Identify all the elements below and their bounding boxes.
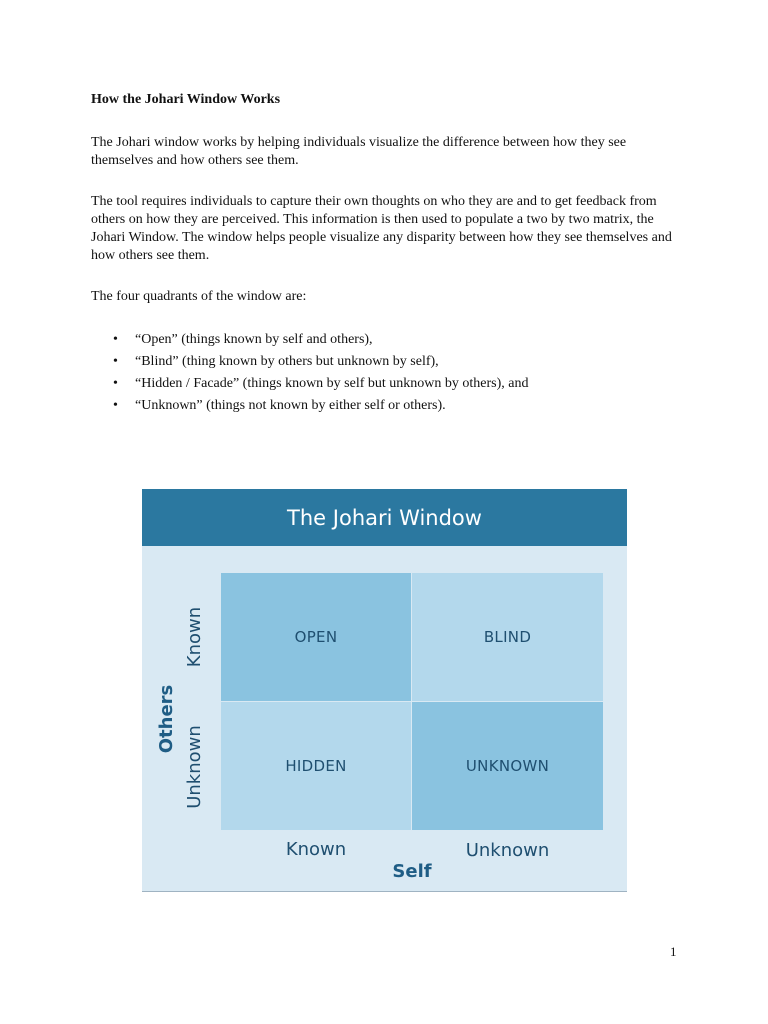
list-item [91,329,528,351]
bullet-icon: • [113,398,118,413]
x-axis-known-label: Known [285,839,347,860]
section-heading: How the Johari Window Works [91,92,281,107]
quadrant-list [91,329,528,417]
list-item [91,373,528,395]
list-item-text: “Unknown” (things not known by either self or others). [135,398,446,413]
quadrant-open: OPEN [221,573,411,701]
list-item-text: “Hidden / Facade” (things known by self but unknown by others), and [135,376,529,391]
figure-title: The Johari Window [142,489,627,546]
bullet-icon: • [113,354,118,369]
list-item-text: “Open” (things known by self and others), [135,332,373,347]
bullet-icon: • [113,332,118,347]
bullet-icon: • [113,376,118,391]
johari-window-figure [142,489,627,892]
quadrant-blind: BLIND [412,573,603,701]
x-axis-title: Self [392,861,432,882]
quadrant-unknown: UNKNOWN [412,702,603,830]
paragraph-intro: The Johari window works by helping individuals visualize the difference between how they see themselves and how others see them. [91,135,627,168]
page-number: 1 [670,944,677,959]
list-item [91,351,528,373]
list-item [91,395,528,417]
y-axis-title: Others [156,684,177,754]
list-item-text: “Blind” (thing known by others but unknown by self), [135,354,439,369]
paragraph-tool: The tool requires individuals to capture their own thoughts on who they are and to get feedback from others on how they are perceived. This information is then used to populate a two by two matrix, the Johari Window. The window helps people visualize any disparity between how they see themselves and how others see them. [91,194,672,263]
quadrant-hidden: HIDDEN [221,702,411,830]
paragraph-quadrants: The four quadrants of the window are: [91,289,307,304]
x-axis-unknown-label: Unknown [465,840,550,861]
y-axis-known-label: Known [184,606,205,668]
y-axis-unknown-label: Unknown [184,725,205,809]
